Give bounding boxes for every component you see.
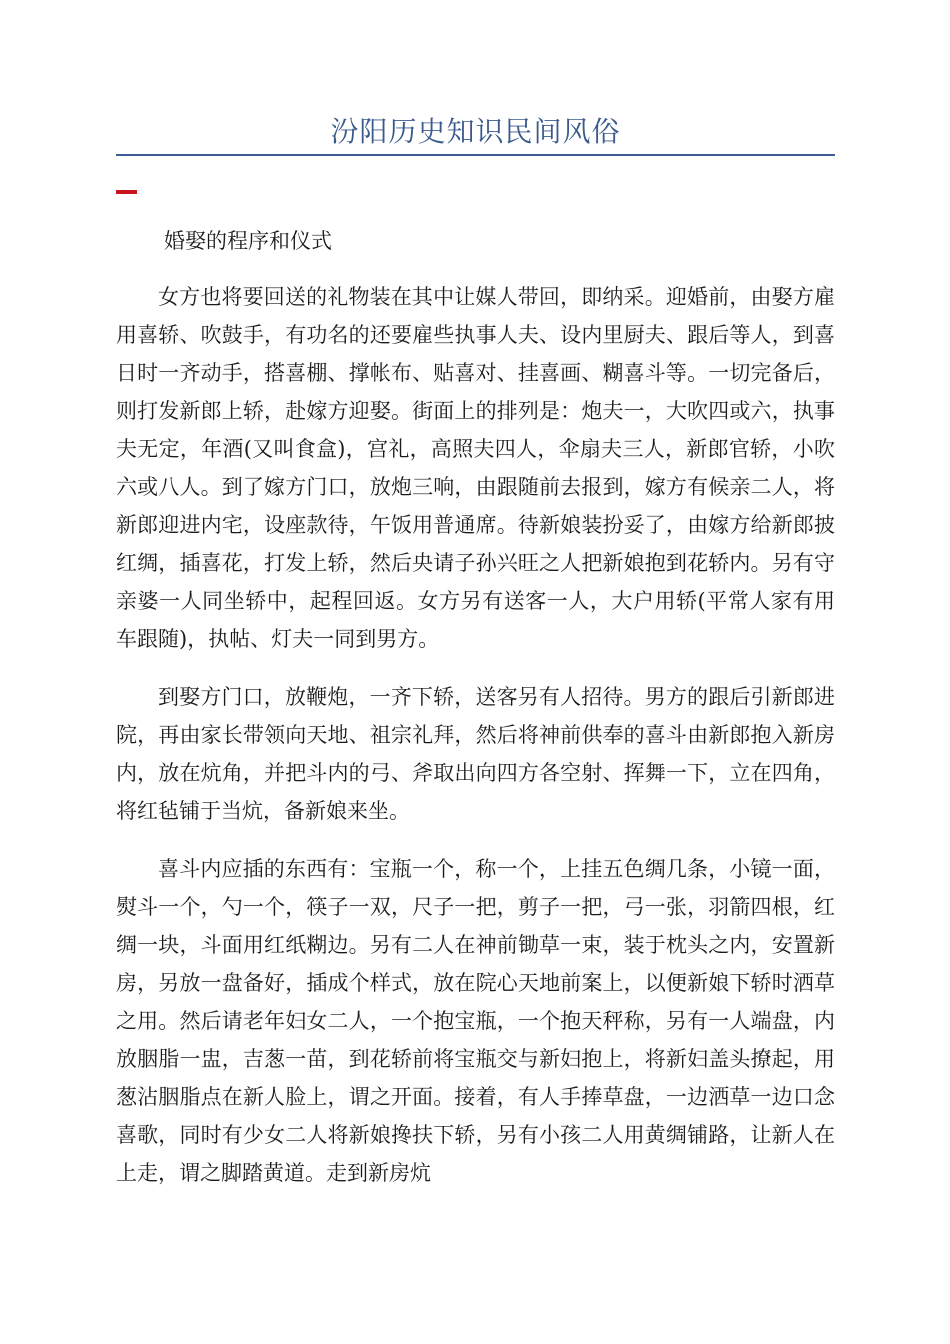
paragraph-1: 女方也将要回送的礼物装在其中让媒人带回，即纳采。迎婚前，由娶方雇用喜轿、吹鼓手，有功名的还要雇些执事人夫、设内里厨夫、跟后等人，到喜日时一齐动手，搭喜棚、撑帐布、贴喜对、挂喜画、糊喜斗等。一切完备后，则打发新郎上轿，赴嫁方迎娶。街面上的排列是：炮夫一，大吹四或六，执事夫无定，年酒(又叫食盒)，宫礼，高照夫四人，伞扇夫三人，新郎官轿，小吹六或八人。到了嫁方门口，放炮三响，由跟随前去报到，嫁方有候亲二人，将新郎迎进内宅，设座款待，午饭用普通席。待新娘装扮妥了，由嫁方给新郎披红绸，插喜花，打发上轿，然后央请子孙兴旺之人把新娘抱到花轿内。另有守亲婆一人同坐轿中，起程回返。女方另有送客一人，大户用轿(平常人家有用车跟随)，执帖、灯夫一同到男方。 [116,285,835,651]
document-title: 汾阳历史知识民间风俗 [330,115,621,148]
section-heading: 婚娶的程序和仪式 [164,229,332,253]
document-body [116,278,835,1212]
title-underline [116,154,835,156]
paragraph-3: 喜斗内应插的东西有：宝瓶一个，称一个，上挂五色绸几条，小镜一面，熨斗一个，勺一个，筷子一双，尺子一把，剪子一把，弓一张，羽箭四根，红绸一块，斗面用红纸糊边。另有二人在神前锄草一束，装于枕头之内，安置新房，另放一盘备好，插成个样式，放在院心天地前案上，以便新娘下轿时洒草之用。然后请老年妇女二人，一个抱宝瓶，一个抱天秤称，另有一人端盘，内放胭脂一盅，吉葱一苗，到花轿前将宝瓶交与新妇抱上，将新妇盖头撩起，用葱沾胭脂点在新人脸上，谓之开面。接着，有人手捧草盘，一边洒草一边口念喜歌，同时有少女二人将新娘搀扶下轿，另有小孩二人用黄绸铺路，让新人在上走，谓之脚踏黄道。走到新房炕 [116,857,835,1185]
paragraph-2: 到娶方门口，放鞭炮，一齐下轿，送客另有人招待。男方的跟后引新郎进院，再由家长带领向天地、祖宗礼拜，然后将神前供奉的喜斗由新郎抱入新房内，放在炕角，并把斗内的弓、斧取出向四方各空射、挥舞一下，立在四角，将红毡铺于当炕，备新娘来坐。 [116,685,835,823]
accent-marker [116,190,137,194]
